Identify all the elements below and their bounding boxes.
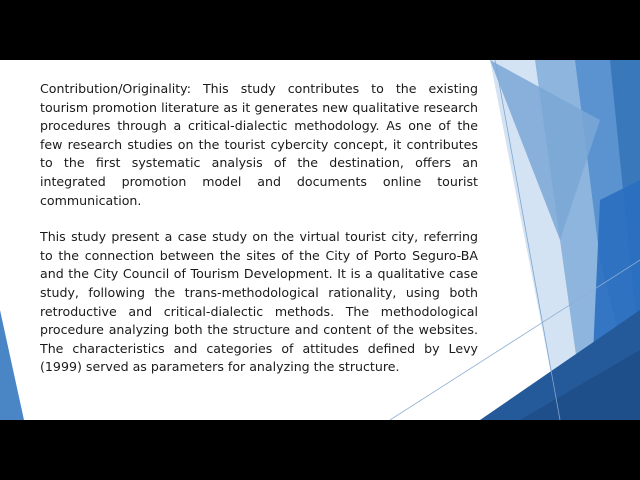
paragraph-contribution: Contribution/Originality: This study contributes to the existing tourism promotion literature as it generates new qualitative research procedures through a critical-dialectic methodology. As one of the few research studies on the tourist cybercity concept, it contributes to the first systematic analysis of the destination, offers an integrated promotion model and documents online tourist communication. bbox=[40, 81, 478, 208]
slide-body bbox=[40, 80, 478, 395]
left-facet bbox=[0, 310, 24, 420]
paragraph-case-study: This study present a case study on the virtual tourist city, referring to the connection between the sites of the City of Porto Seguro-BA and the City Council of Tourism Development. It is a qualitative case study, following the trans-methodological rationality, using both retroductive and critical-dialectic methods. The methodological procedure analyzing both the structure and content of the websites. The characteristics and categories of attitudes defined by Levy (1999) served as parameters for analyzing the structure. bbox=[40, 229, 478, 375]
slide bbox=[0, 60, 640, 420]
